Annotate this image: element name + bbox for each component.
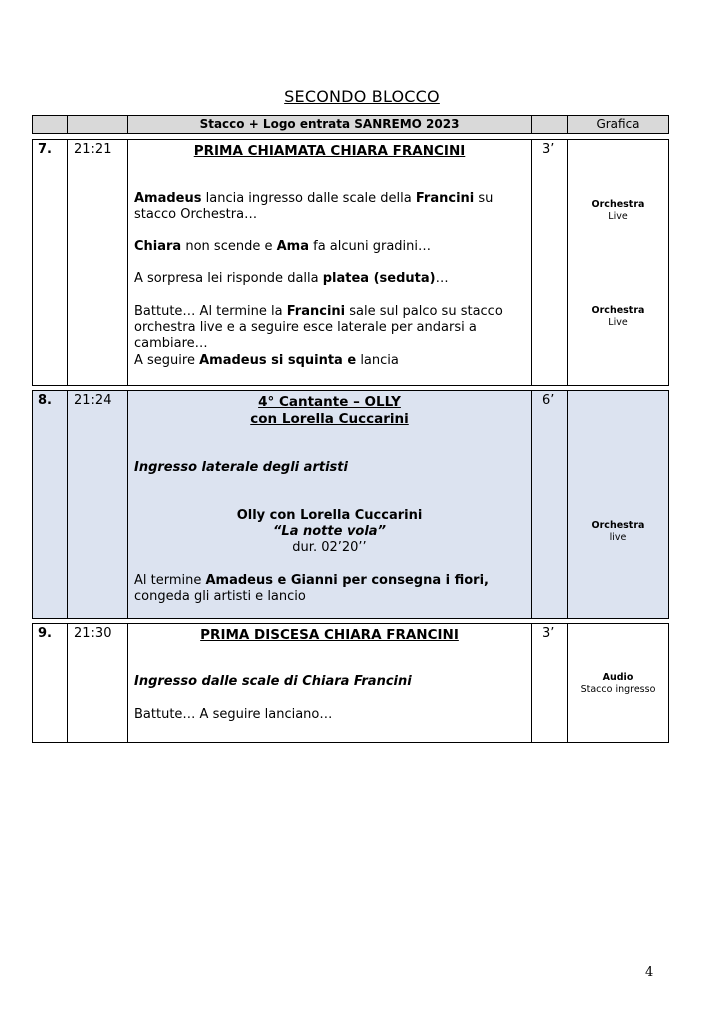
paragraph [134, 191, 525, 223]
text: Battute… Al termine la [134, 304, 287, 319]
row-duration: 6’ [532, 391, 568, 618]
grafica-sub: Live [608, 317, 628, 328]
row-grafica [568, 391, 668, 618]
row-content [128, 140, 532, 385]
page-title: SECONDO BLOCCO [284, 87, 440, 106]
paragraph [134, 271, 525, 287]
text: congeda gli artisti e lancio [134, 589, 306, 604]
bold-text: Francini [286, 304, 346, 319]
row-duration: 3’ [532, 140, 568, 385]
table-row-7 [32, 139, 669, 386]
entry-note: Ingresso dalle scale di Chiara Francini [134, 674, 412, 689]
row-title-line-2: con Lorella Cuccarini [250, 411, 409, 427]
row-content [128, 391, 532, 618]
grafica-main: Orchestra [591, 199, 645, 210]
text: … [435, 271, 449, 286]
paragraph [134, 353, 525, 369]
text: A sorpresa lei risponde dalla [134, 271, 323, 286]
performer: Olly con Lorella Cuccarini [236, 508, 423, 523]
grafica-sub: Stacco ingresso [580, 684, 656, 695]
row-content [128, 624, 532, 742]
row-number: 7. [33, 140, 68, 385]
row-duration: 3’ [532, 624, 568, 742]
header-cell-blank-1 [32, 115, 68, 134]
row-title: PRIMA DISCESA CHIARA FRANCINI [200, 627, 459, 643]
text: non scende e [181, 239, 277, 254]
table-row-9 [32, 623, 669, 743]
text: fa alcuni gradini… [308, 239, 432, 254]
row-number: 9. [33, 624, 68, 742]
bold-text: Francini [415, 191, 475, 206]
row-time: 21:24 [68, 391, 128, 618]
text: su stacco Orchestra… [134, 191, 494, 222]
header-label: Stacco + Logo entrata SANREMO 2023 [127, 115, 532, 134]
bold-text: Amadeus [134, 191, 202, 206]
paragraph [134, 239, 525, 255]
grafica-entry [568, 305, 668, 329]
grafica-entry [568, 672, 668, 696]
bold-text: Chiara [134, 239, 182, 254]
row-title-line-1: 4° Cantante – OLLY [258, 394, 401, 410]
grafica-entry [568, 520, 668, 544]
row-title: PRIMA CHIAMATA CHIARA FRANCINI [193, 143, 466, 159]
text: sale sul palco su stacco orchestra live e a seguire esce laterale per andarsi a cambiare… [134, 304, 503, 351]
entry-note: Ingresso laterale degli artisti [134, 460, 348, 475]
header-cell-blank-2 [67, 115, 128, 134]
row-grafica [568, 624, 668, 742]
paragraph [134, 304, 525, 352]
text: lancia [356, 353, 399, 368]
table-row-8 [32, 390, 669, 619]
grafica-main: Orchestra [591, 520, 645, 531]
paragraph [134, 573, 525, 605]
closing-note: Battute… A seguire lanciano… [134, 707, 333, 722]
row-time: 21:30 [68, 624, 128, 742]
text: A seguire [134, 353, 200, 368]
text: Al termine [134, 573, 206, 588]
row-number: 8. [33, 391, 68, 618]
row-grafica [568, 140, 668, 385]
row-time: 21:21 [68, 140, 128, 385]
bold-text: platea (seduta) [322, 271, 436, 286]
song-duration: dur. 02’20’’ [292, 540, 367, 555]
grafica-main: Audio [602, 672, 634, 683]
header-cell-blank-3 [531, 115, 568, 134]
text: lancia ingresso dalle scale della [201, 191, 416, 206]
header-grafica: Grafica [567, 115, 669, 134]
grafica-sub: live [609, 532, 627, 543]
grafica-main: Orchestra [591, 305, 645, 316]
song-title: “La notte vola” [273, 524, 386, 539]
bold-text: Ama [276, 239, 309, 254]
grafica-entry [568, 199, 668, 223]
bold-text: Amadeus si squinta e [199, 353, 357, 368]
page-number: 4 [645, 965, 654, 980]
grafica-sub: Live [608, 211, 628, 222]
bold-text: Amadeus e Gianni per consegna i fiori, [205, 573, 489, 588]
